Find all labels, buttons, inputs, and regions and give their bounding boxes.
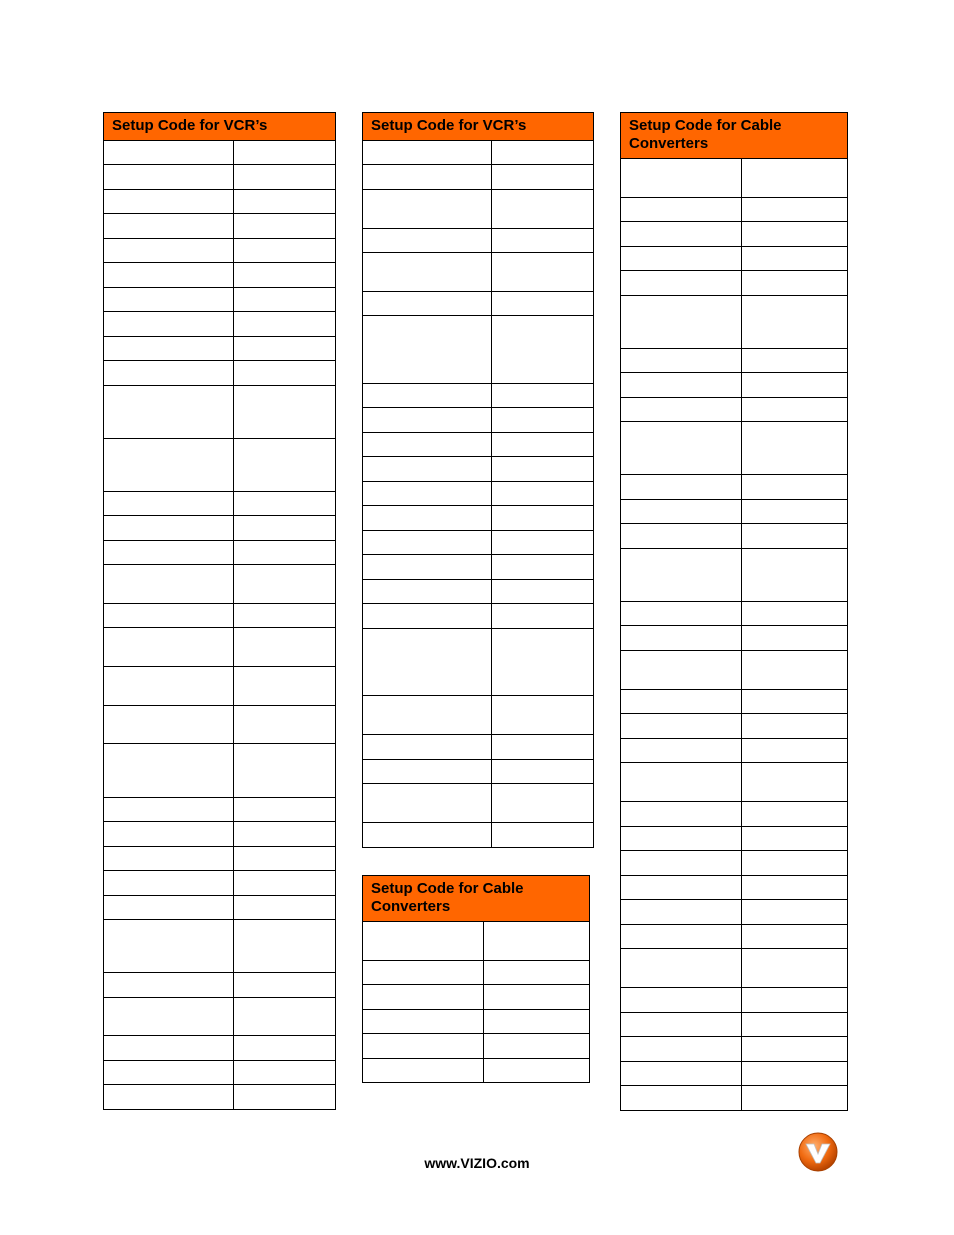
table-row xyxy=(363,433,594,457)
table-row xyxy=(621,500,848,524)
table-row xyxy=(621,988,848,1013)
table-row xyxy=(363,384,594,408)
table-row xyxy=(621,851,848,876)
table-row xyxy=(104,1036,336,1061)
table-row xyxy=(104,628,336,667)
table-row xyxy=(363,141,594,165)
table-row xyxy=(363,1034,590,1059)
table-row xyxy=(621,602,848,626)
table-row xyxy=(621,159,848,198)
table-row xyxy=(621,1037,848,1062)
table-row xyxy=(363,823,594,848)
table-row xyxy=(621,1062,848,1086)
table-row xyxy=(104,141,336,165)
table-row xyxy=(363,696,594,735)
table-row xyxy=(363,784,594,823)
table-row xyxy=(621,1013,848,1037)
table-row xyxy=(363,229,594,253)
table-row xyxy=(363,292,594,316)
table-row xyxy=(104,1085,336,1110)
table-row xyxy=(363,1010,590,1034)
table-row xyxy=(104,263,336,288)
table-row xyxy=(104,1061,336,1085)
table-row xyxy=(104,706,336,744)
table-row xyxy=(104,516,336,541)
table-row xyxy=(363,408,594,433)
table-row xyxy=(621,222,848,247)
table-row xyxy=(104,214,336,239)
table-row xyxy=(104,288,336,312)
table-row xyxy=(104,541,336,565)
table-row xyxy=(621,198,848,222)
table-row xyxy=(621,524,848,549)
table-row xyxy=(363,531,594,555)
table-row xyxy=(621,690,848,714)
table-row xyxy=(621,651,848,690)
table-row xyxy=(621,271,848,296)
table-row xyxy=(363,922,590,961)
table-row xyxy=(363,629,594,696)
table-row xyxy=(104,744,336,798)
table-row xyxy=(104,604,336,628)
table-row xyxy=(363,506,594,531)
cable-converter-codes-table-2 xyxy=(362,875,590,1083)
table-row xyxy=(363,735,594,760)
table-row xyxy=(621,1086,848,1111)
table-row xyxy=(363,604,594,629)
table-row xyxy=(621,739,848,763)
table-row xyxy=(104,361,336,386)
table-row xyxy=(104,798,336,822)
table-title: Setup Code for Cable Converters xyxy=(363,876,590,922)
table-row xyxy=(363,1059,590,1083)
vcr-codes-table-2 xyxy=(362,112,594,848)
table-row xyxy=(363,482,594,506)
table-row xyxy=(363,985,590,1010)
table-row xyxy=(621,714,848,739)
footer-url: www.VIZIO.com xyxy=(424,1155,530,1171)
table-row xyxy=(104,920,336,973)
table-row xyxy=(621,422,848,475)
table-row xyxy=(363,253,594,292)
table-row xyxy=(621,876,848,900)
table-row xyxy=(621,827,848,851)
table-row xyxy=(363,961,590,985)
table-row xyxy=(104,312,336,337)
table-row xyxy=(104,492,336,516)
table-title: Setup Code for VCR’s xyxy=(363,113,594,141)
table-row xyxy=(621,247,848,271)
table-row xyxy=(104,239,336,263)
table-row xyxy=(363,190,594,229)
table-row xyxy=(621,626,848,651)
table-row xyxy=(621,373,848,398)
table-row xyxy=(621,925,848,949)
table-row xyxy=(621,763,848,802)
table-row xyxy=(104,896,336,920)
table-row xyxy=(363,457,594,482)
table-row xyxy=(104,190,336,214)
vizio-v-logo-icon xyxy=(798,1132,838,1172)
cable-converter-codes-table-1 xyxy=(620,112,848,1111)
table-row xyxy=(104,871,336,896)
table-row xyxy=(363,316,594,384)
vcr-codes-table-1 xyxy=(103,112,336,1110)
table-row xyxy=(363,165,594,190)
table-row xyxy=(104,439,336,492)
table-row xyxy=(104,822,336,847)
table-row xyxy=(621,900,848,925)
table-title: Setup Code for Cable Converters xyxy=(621,113,848,159)
table-row xyxy=(104,386,336,439)
table-row xyxy=(104,565,336,604)
table-row xyxy=(621,296,848,349)
table-row xyxy=(363,760,594,784)
table-row xyxy=(104,667,336,706)
table-title: Setup Code for VCR’s xyxy=(104,113,336,141)
table-row xyxy=(363,580,594,604)
table-row xyxy=(621,802,848,827)
table-row xyxy=(363,555,594,580)
table-row xyxy=(104,998,336,1036)
table-row xyxy=(104,165,336,190)
table-row xyxy=(104,847,336,871)
table-row xyxy=(621,549,848,602)
table-row xyxy=(621,475,848,500)
table-row xyxy=(621,349,848,373)
table-row xyxy=(621,398,848,422)
table-row xyxy=(104,973,336,998)
table-row xyxy=(621,949,848,988)
table-row xyxy=(104,337,336,361)
